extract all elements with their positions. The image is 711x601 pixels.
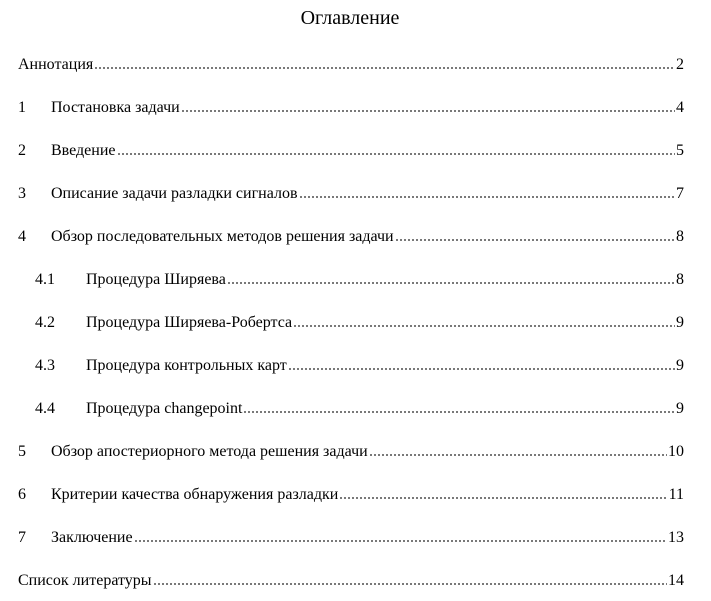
- toc-entry-number: 4.1: [35, 271, 55, 288]
- toc-entry-page: 8: [676, 271, 684, 288]
- toc-entry-3[interactable]: [18, 183, 684, 205]
- toc-entry-text: Список литературы: [18, 572, 152, 589]
- toc-entry-text: Описание задачи разладки сигналов: [51, 185, 298, 202]
- toc-entry-number: 1: [18, 99, 26, 116]
- toc-entry-page: 9: [676, 400, 684, 417]
- dot-leader: [369, 454, 667, 456]
- toc-entry-1[interactable]: [18, 97, 684, 119]
- toc-entry-page: 4: [676, 99, 684, 116]
- toc-entry-4-4[interactable]: [35, 398, 684, 420]
- toc-entry-page: 11: [668, 486, 684, 503]
- toc-entry-number: 4.3: [35, 357, 55, 374]
- toc-entry-number: 4.2: [35, 314, 55, 331]
- toc-entry-text: Процедура Ширяева-Робертса: [86, 314, 293, 331]
- toc-entry-text: Постановка задачи: [51, 99, 180, 116]
- toc-entry-text: Процедура Ширяева: [86, 271, 226, 288]
- toc-entry-text: Введение: [51, 142, 116, 159]
- dot-leader: [299, 196, 676, 198]
- toc-entry-4-1[interactable]: [35, 269, 684, 291]
- toc-entry-text: Обзор апостериорного метода решения задачи: [51, 443, 368, 460]
- toc-entry-2[interactable]: [18, 140, 684, 162]
- toc-entry-6[interactable]: [18, 484, 684, 506]
- dot-leader: [339, 497, 667, 499]
- dot-leader: [181, 110, 675, 112]
- toc-entry-text: Процедура changepoint: [86, 400, 243, 417]
- toc-entry-page: 9: [676, 357, 684, 374]
- dot-leader: [395, 239, 675, 241]
- toc-entry-page: 7: [676, 185, 684, 202]
- toc-entry-number: 3: [18, 185, 26, 202]
- dot-leader: [227, 282, 675, 284]
- toc-entry-7[interactable]: [18, 527, 684, 549]
- toc-entry-page: 2: [676, 56, 684, 73]
- toc-entry-4-3[interactable]: [35, 355, 684, 377]
- toc-entry-page: 9: [676, 314, 684, 331]
- toc-entry-text: Обзор последовательных методов решения задачи: [51, 228, 394, 245]
- toc-entry-page: 5: [676, 142, 684, 159]
- dot-leader: [117, 153, 676, 155]
- toc-entry-number: 4.4: [35, 400, 55, 417]
- toc-entry-page: 14: [668, 572, 684, 589]
- toc-entry-number: 5: [18, 443, 26, 460]
- toc-entry-page: 13: [668, 529, 684, 546]
- toc-entry-text: Заключение: [51, 529, 133, 546]
- dot-leader: [288, 368, 675, 370]
- toc-entry-page: 10: [668, 443, 684, 460]
- toc-entry-5[interactable]: [18, 441, 684, 463]
- toc-entry-page: 8: [676, 228, 684, 245]
- dot-leader: [243, 411, 675, 413]
- toc-title: Оглавление: [300, 7, 400, 29]
- toc-entry-text: Критерии качества обнаружения разладки: [51, 486, 339, 503]
- dot-leader: [293, 325, 675, 327]
- toc-entry-number: 2: [18, 142, 26, 159]
- toc-entry-annotation[interactable]: [18, 54, 684, 76]
- toc-entry-text: Процедура контрольных карт: [86, 357, 287, 374]
- dot-leader: [134, 540, 667, 542]
- dot-leader: [153, 583, 667, 585]
- toc-entry-4-2[interactable]: [35, 312, 684, 334]
- toc-entry-text: Аннотация: [18, 56, 94, 73]
- toc-entry-references[interactable]: [18, 570, 684, 592]
- toc-entry-4[interactable]: [18, 226, 684, 248]
- toc-entry-number: 7: [18, 529, 26, 546]
- toc-entry-number: 4: [18, 228, 26, 245]
- toc-entry-number: 6: [18, 486, 26, 503]
- dot-leader: [94, 67, 675, 69]
